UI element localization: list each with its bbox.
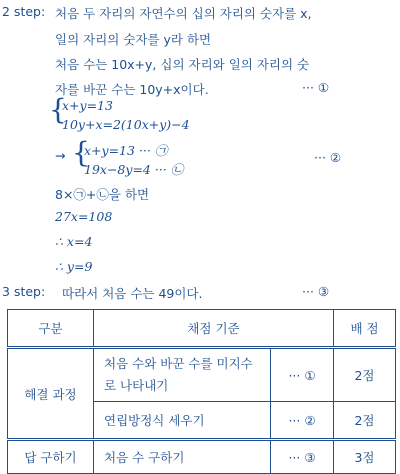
calc-line3: ∴ x=4 xyxy=(55,234,93,249)
criterion-1 xyxy=(94,348,271,402)
mark-3: ··· ③ xyxy=(302,284,330,299)
criterion-2: 연립방정식 세우기 xyxy=(94,402,271,440)
step3-label: 3 step: xyxy=(2,284,46,299)
criterion-3-mark: ··· ③ xyxy=(271,440,334,474)
header-section: 구분 xyxy=(8,310,94,348)
system1-eq2: 10y+x=2(10x+y)−4 xyxy=(62,117,190,132)
criterion-1-line1: 처음 수와 바꾼 수를 미지수 xyxy=(104,356,253,371)
scoring-table xyxy=(7,309,396,474)
step2-line3: 처음 수는 10x+y, 십의 자리와 일의 자리의 숫 xyxy=(55,57,310,72)
system2-eq1: x+y=13 ··· ㉠ xyxy=(84,143,168,158)
step2-line4: 자를 바꾼 수는 10y+x이다. xyxy=(55,82,209,97)
step2-label: 2 step: xyxy=(2,4,46,19)
score-3: 3점 xyxy=(334,440,396,474)
criterion-2-mark: ··· ② xyxy=(271,402,334,440)
calc-line1: 8×㉠+㉡을 하면 xyxy=(55,187,150,202)
system1-eq1: x+y=13 xyxy=(62,98,113,113)
calc-line4: ∴ y=9 xyxy=(55,259,93,274)
score-2: 2점 xyxy=(334,402,396,440)
criterion-1-line2: 로 나타내기 xyxy=(104,378,169,393)
criterion-1-mark: ··· ① xyxy=(271,348,334,402)
step3-text: 따라서 처음 수는 49이다. xyxy=(62,286,203,301)
brace-system1: { xyxy=(49,93,67,126)
system2-eq2: 19x−8y=4 ··· ㉡ xyxy=(84,162,184,177)
step2-line2: 일의 자리의 숫자를 y라 하면 xyxy=(55,32,212,47)
mark-2: ··· ② xyxy=(314,150,342,165)
arrow-icon: → xyxy=(55,148,66,163)
header-score: 배 점 xyxy=(334,310,396,348)
mark-1: ··· ① xyxy=(302,80,330,95)
header-criteria: 채점 기준 xyxy=(94,310,334,348)
criterion-3: 처음 수 구하기 xyxy=(94,440,271,474)
section-answer: 답 구하기 xyxy=(8,440,94,474)
calc-line2: 27x=108 xyxy=(55,209,113,224)
step2-line1: 처음 두 자리의 자연수의 십의 자리의 숫자를 x, xyxy=(55,6,312,21)
section-solution-process: 해결 과정 xyxy=(8,348,94,440)
brace-system2: { xyxy=(72,136,90,169)
score-1: 2점 xyxy=(334,348,396,402)
